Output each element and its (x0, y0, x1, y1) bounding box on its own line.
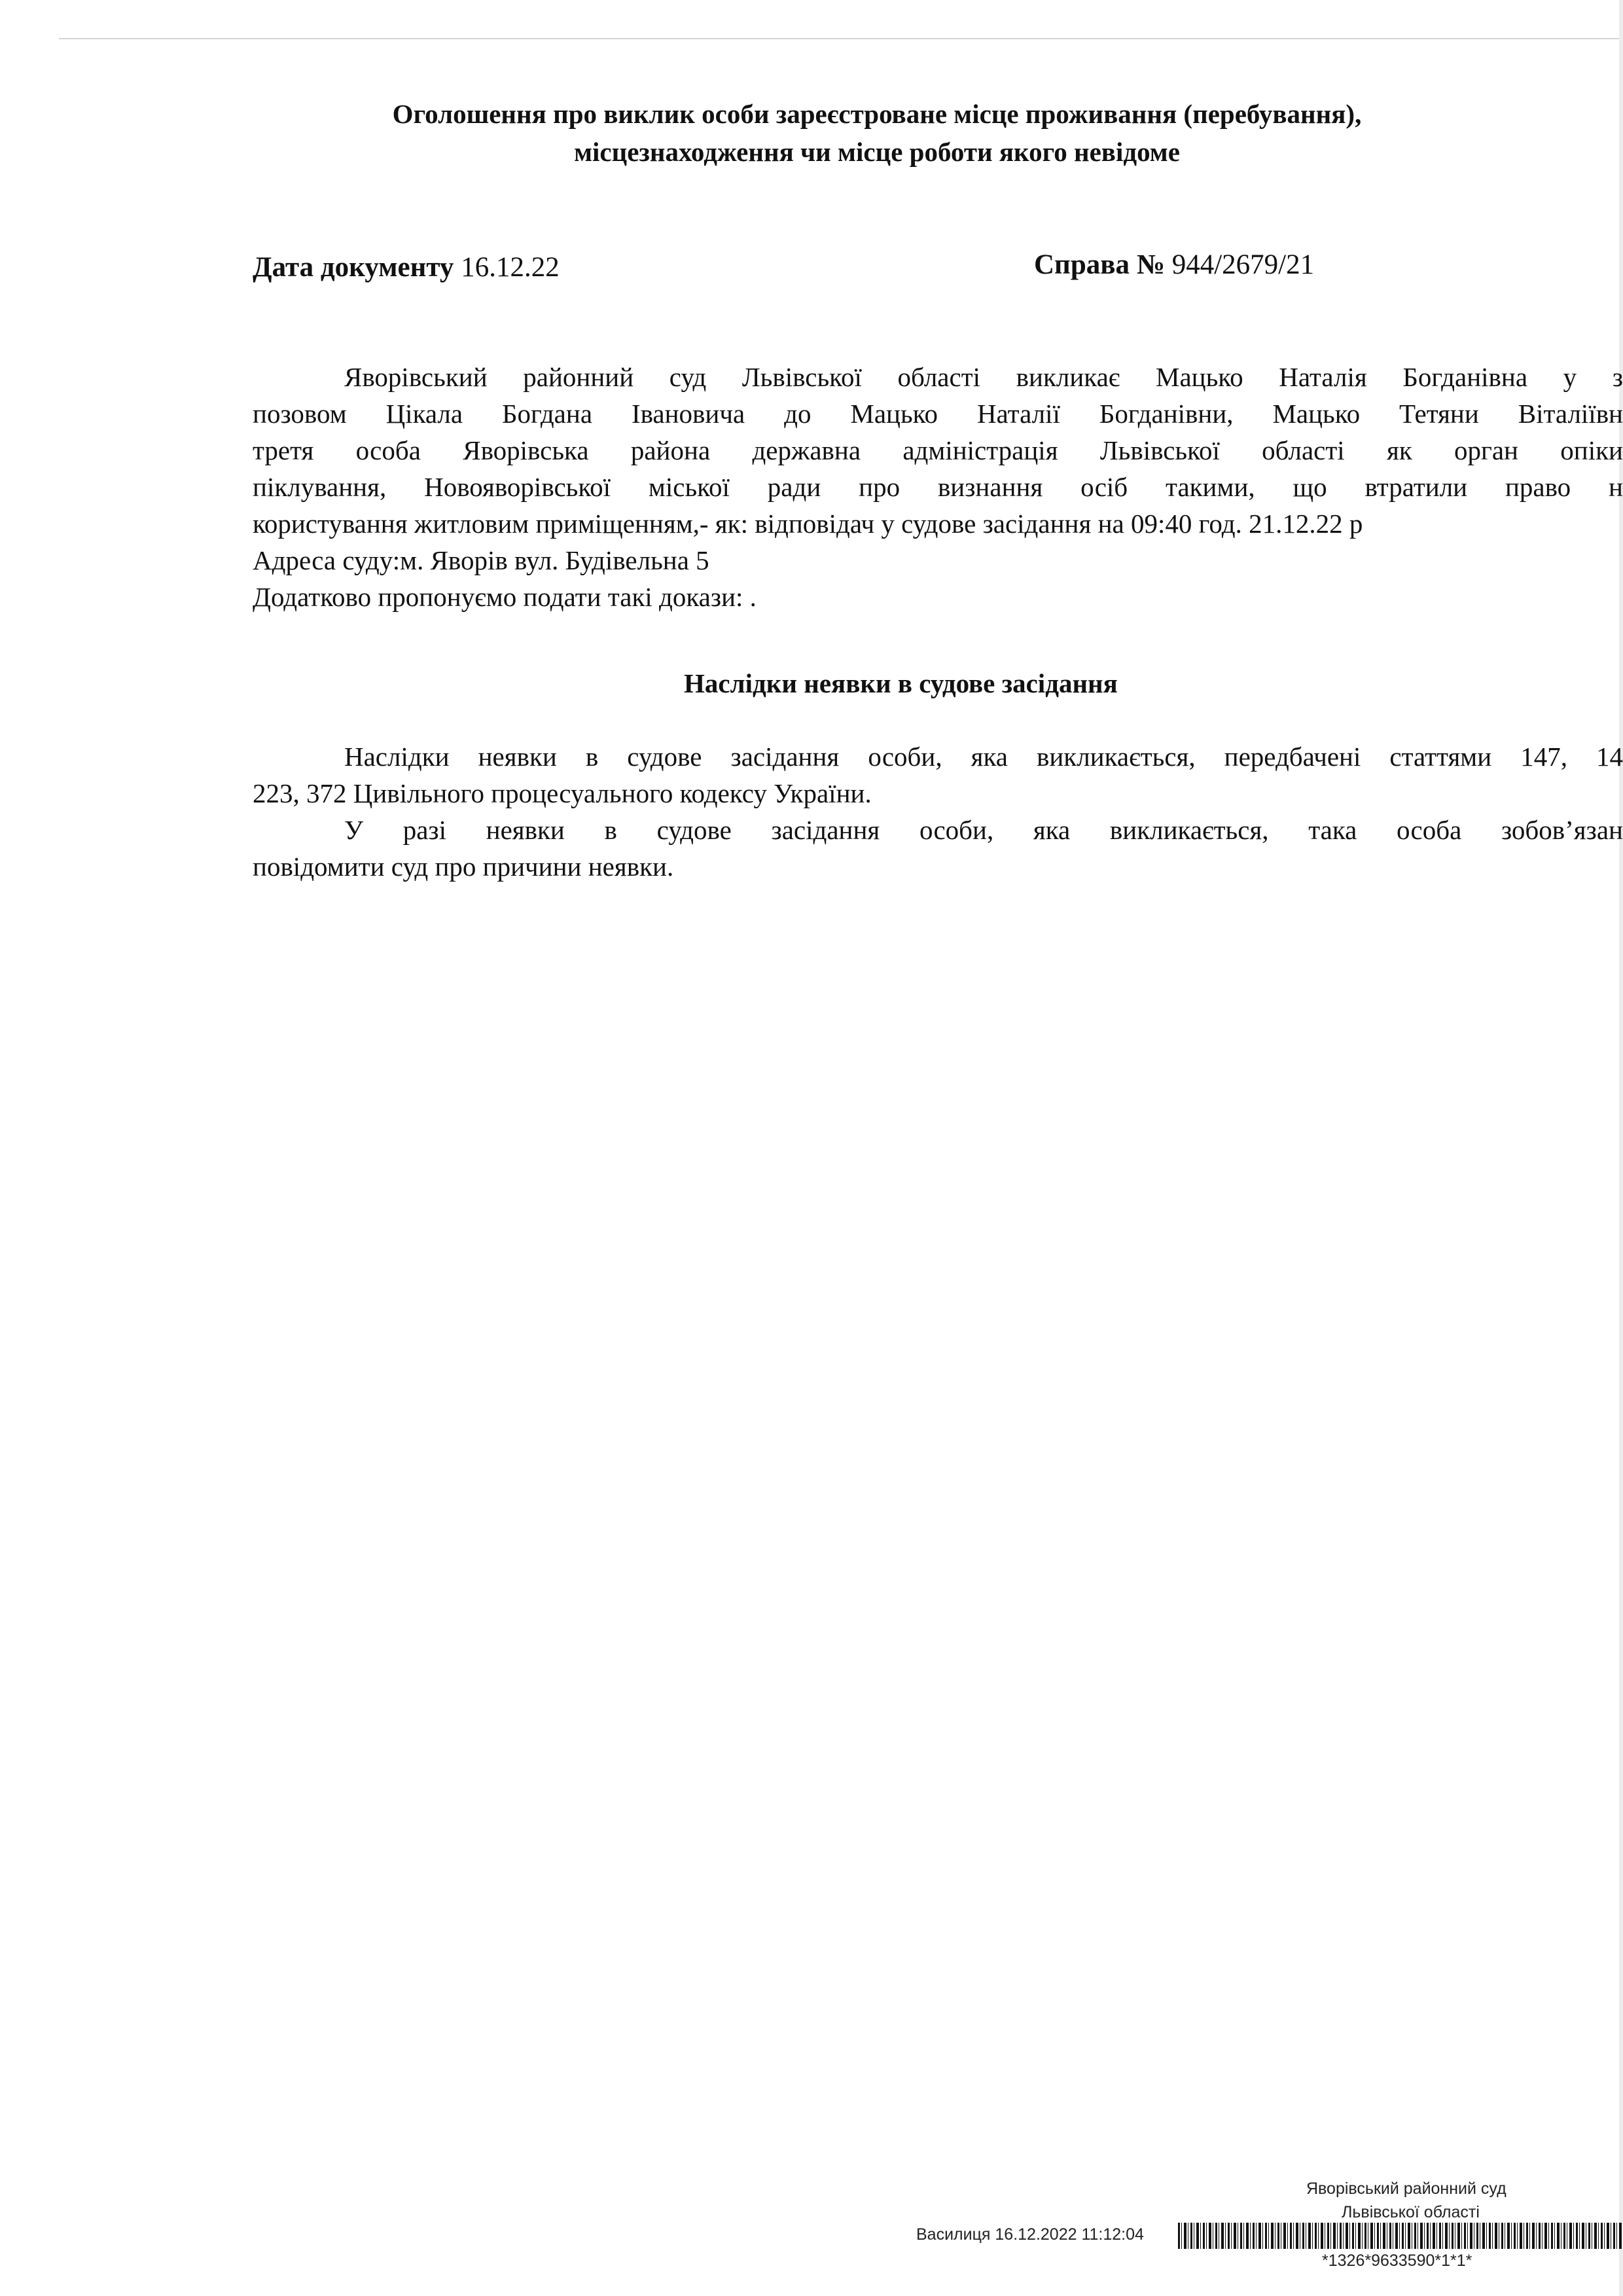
scan-artifact-line (59, 38, 1623, 39)
consequences-line: 223, 372 Цивільного процесуального кодексу України. (253, 778, 872, 808)
barcode-code: *1326*9633590*1*1* (1322, 2251, 1472, 2270)
stamp-operator-timestamp: Василиця 16.12.2022 11:12:04 (916, 2225, 1144, 2244)
registration-stamp (916, 2172, 1623, 2296)
body-line: користування житловим приміщенням,- як: відповідач у судове засідання на 09:40 год. 21.12.22 р (253, 509, 1363, 539)
barcode (1178, 2223, 1623, 2249)
consequences-line: повідомити суд про причини неявки. (253, 852, 674, 882)
title-line-1: Оголошення про виклик особи зареєстроване місце проживання (перебування), (392, 99, 1362, 129)
court-address: Адреса суду:м. Яворів вул. Будівельна 5 (253, 545, 709, 575)
consequences-heading: Наслідки неявки в судове засідання (684, 668, 1118, 698)
body-line: позовом Цікала Богдана Івановича до Мацько Наталії Богданівни, Мацько Тетяни Віталіївн (253, 399, 1623, 429)
body-line: Яворівський районний суд Львівської області викликає Мацько Наталія Богданівна у з (344, 362, 1623, 392)
case-label: Справа № (1034, 249, 1165, 280)
body-line: піклування, Новояворівської міської ради про визнання осіб такими, що втратили право н (253, 472, 1623, 502)
case-value: 944/2679/21 (1171, 249, 1315, 280)
stamp-court-name: Яворівський районний суд (1306, 2179, 1507, 2198)
evidence-request: Додатково пропонуємо подати такі докази: . (253, 582, 757, 612)
case-number (1034, 249, 1314, 281)
summons-paragraph (253, 359, 1623, 615)
stamp-region: Львівської області (1342, 2203, 1480, 2221)
title-line-2: місцезнаходження чи місце роботи якого невідоме (574, 137, 1180, 167)
document-date (253, 251, 560, 283)
consequences-line: Наслідки неявки в судове засідання особи, яка викликається, передбачені статтями 147, 14 (344, 742, 1623, 772)
date-label: Дата документу (253, 252, 454, 283)
consequences-paragraph (253, 738, 1623, 885)
document-title (236, 95, 1518, 171)
scan-artifact-edge (1619, 0, 1623, 2296)
body-line: третя особа Яворівська района державна адміністрація Львівської області як орган опіки (253, 435, 1623, 465)
consequences-line: У разі неявки в судове засідання особи, яка викликається, така особа зобов’язан (344, 815, 1623, 845)
date-value: 16.12.22 (461, 252, 560, 283)
